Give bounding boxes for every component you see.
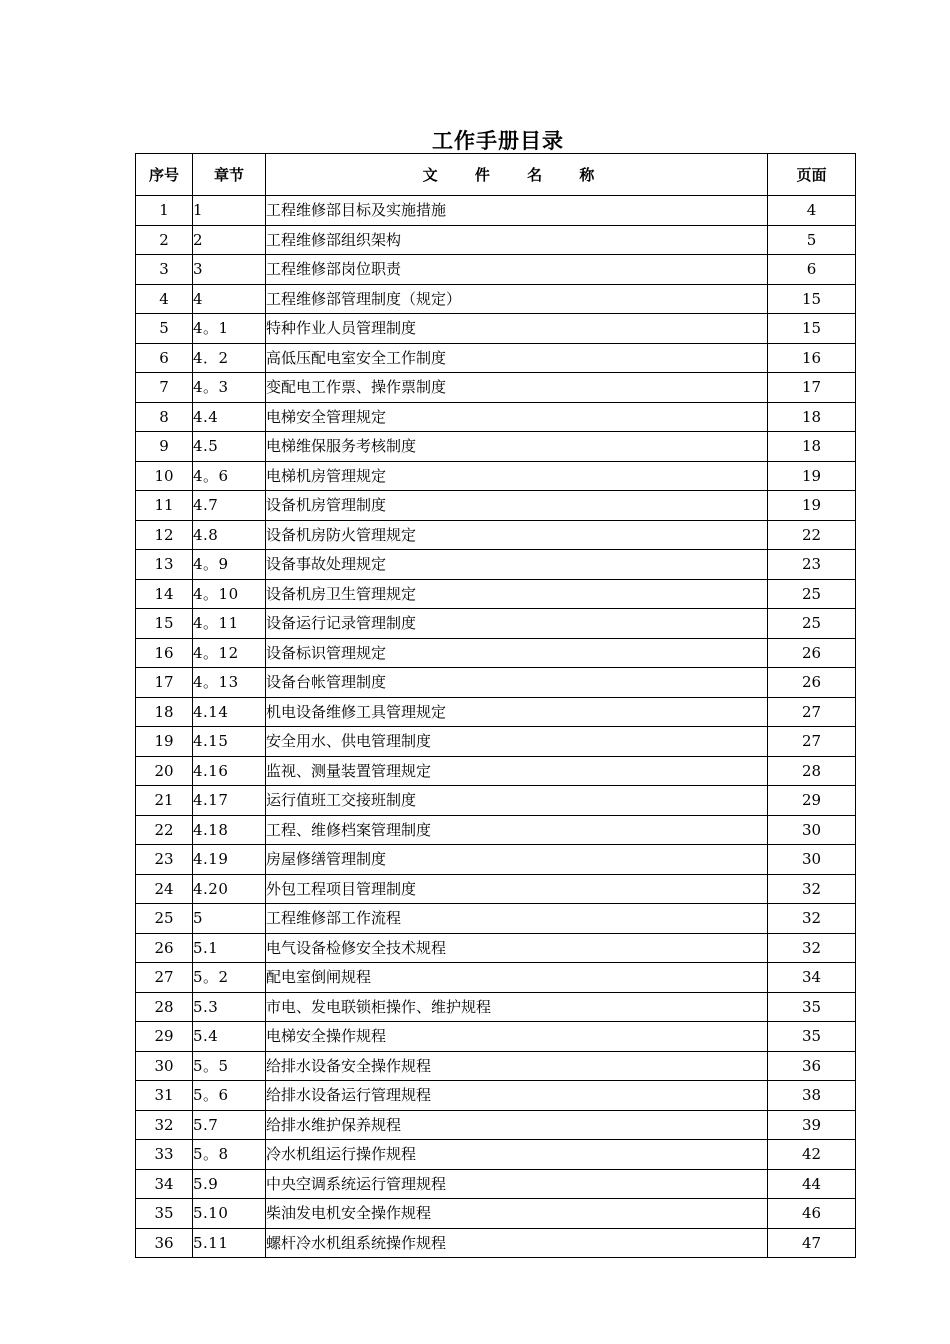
row-document-name: 电气设备检修安全技术规程 [266,933,768,963]
row-document-name: 设备机房防火管理规定 [266,520,768,550]
row-document-name: 工程维修部管理制度（规定） [266,284,768,314]
header-chapter: 章节 [193,154,266,196]
row-page-number: 17 [768,373,856,403]
row-document-name: 房屋修缮管理制度 [266,845,768,875]
row-page-number: 32 [768,933,856,963]
row-number: 23 [136,845,193,875]
row-chapter: 4 [193,284,266,314]
row-chapter: 5.4 [193,1022,266,1052]
row-chapter: 4.17 [193,786,266,816]
row-document-name: 外包工程项目管理制度 [266,874,768,904]
row-number: 24 [136,874,193,904]
table-row [136,1051,856,1081]
row-chapter: 4.8 [193,520,266,550]
row-page-number: 22 [768,520,856,550]
row-chapter: 4。11 [193,609,266,639]
row-page-number: 16 [768,343,856,373]
table-row [136,255,856,285]
table-row [136,520,856,550]
row-document-name: 设备台帐管理制度 [266,668,768,698]
row-number: 5 [136,314,193,344]
row-document-name: 配电室倒闸规程 [266,963,768,993]
table-row [136,697,856,727]
table-row [136,402,856,432]
table-row [136,225,856,255]
row-number: 31 [136,1081,193,1111]
row-chapter: 5。2 [193,963,266,993]
table-row [136,284,856,314]
row-chapter: 4.7 [193,491,266,521]
row-chapter: 4。12 [193,638,266,668]
row-page-number: 36 [768,1051,856,1081]
row-page-number: 4 [768,196,856,226]
row-page-number: 30 [768,815,856,845]
table-row [136,196,856,226]
row-chapter: 4。6 [193,461,266,491]
row-page-number: 25 [768,579,856,609]
row-document-name: 冷水机组运行操作规程 [266,1140,768,1170]
row-document-name: 给排水维护保养规程 [266,1110,768,1140]
row-document-name: 特种作业人员管理制度 [266,314,768,344]
table-row [136,1199,856,1229]
row-number: 32 [136,1110,193,1140]
row-page-number: 27 [768,727,856,757]
row-page-number: 19 [768,461,856,491]
row-page-number: 32 [768,874,856,904]
row-document-name: 电梯维保服务考核制度 [266,432,768,462]
row-page-number: 26 [768,638,856,668]
row-number: 36 [136,1228,193,1258]
table-row [136,727,856,757]
row-chapter: 5。6 [193,1081,266,1111]
row-page-number: 19 [768,491,856,521]
row-number: 35 [136,1199,193,1229]
table-row [136,815,856,845]
row-page-number: 46 [768,1199,856,1229]
row-number: 7 [136,373,193,403]
row-page-number: 32 [768,904,856,934]
row-document-name: 设备机房卫生管理规定 [266,579,768,609]
row-document-name: 设备事故处理规定 [266,550,768,580]
row-number: 15 [136,609,193,639]
row-number: 12 [136,520,193,550]
row-page-number: 23 [768,550,856,580]
header-no: 序号 [136,154,193,196]
row-number: 3 [136,255,193,285]
row-chapter: 4.4 [193,402,266,432]
row-document-name: 高低压配电室安全工作制度 [266,343,768,373]
row-number: 25 [136,904,193,934]
row-chapter: 4.16 [193,756,266,786]
row-number: 11 [136,491,193,521]
table-row [136,845,856,875]
table-row [136,550,856,580]
row-chapter: 4.5 [193,432,266,462]
row-document-name: 安全用水、供电管理制度 [266,727,768,757]
row-chapter: 4.14 [193,697,266,727]
table-row [136,609,856,639]
row-page-number: 39 [768,1110,856,1140]
row-number: 21 [136,786,193,816]
toc-header-row [136,154,856,196]
row-chapter: 5.7 [193,1110,266,1140]
row-page-number: 15 [768,314,856,344]
page-title: 工作手册目录 [432,129,564,153]
row-chapter: 4．2 [193,343,266,373]
row-chapter: 4.15 [193,727,266,757]
row-chapter: 5。8 [193,1140,266,1170]
row-page-number: 38 [768,1081,856,1111]
row-document-name: 设备运行记录管理制度 [266,609,768,639]
row-number: 4 [136,284,193,314]
row-document-name: 给排水设备运行管理规程 [266,1081,768,1111]
row-page-number: 6 [768,255,856,285]
row-page-number: 26 [768,668,856,698]
row-number: 2 [136,225,193,255]
table-row [136,1140,856,1170]
header-page: 页面 [768,154,856,196]
row-page-number: 27 [768,697,856,727]
row-page-number: 5 [768,225,856,255]
row-document-name: 电梯机房管理规定 [266,461,768,491]
table-row [136,373,856,403]
table-row [136,432,856,462]
row-number: 8 [136,402,193,432]
row-document-name: 电梯安全管理规定 [266,402,768,432]
row-number: 6 [136,343,193,373]
row-number: 1 [136,196,193,226]
row-page-number: 25 [768,609,856,639]
table-row [136,786,856,816]
table-row [136,1022,856,1052]
table-row [136,904,856,934]
table-row [136,1228,856,1258]
table-row [136,461,856,491]
row-page-number: 29 [768,786,856,816]
row-number: 10 [136,461,193,491]
row-number: 28 [136,992,193,1022]
row-chapter: 5.10 [193,1199,266,1229]
row-chapter: 5.9 [193,1169,266,1199]
row-document-name: 给排水设备安全操作规程 [266,1051,768,1081]
row-chapter: 5.1 [193,933,266,963]
table-row [136,1110,856,1140]
row-page-number: 42 [768,1140,856,1170]
row-chapter: 1 [193,196,266,226]
table-row [136,491,856,521]
row-page-number: 34 [768,963,856,993]
table-row [136,874,856,904]
table-row [136,314,856,344]
row-document-name: 变配电工作票、操作票制度 [266,373,768,403]
row-document-name: 工程、维修档案管理制度 [266,815,768,845]
row-number: 30 [136,1051,193,1081]
row-page-number: 15 [768,284,856,314]
row-document-name: 工程维修部工作流程 [266,904,768,934]
row-chapter: 4。9 [193,550,266,580]
row-chapter: 5。5 [193,1051,266,1081]
table-row [136,668,856,698]
row-chapter: 2 [193,225,266,255]
row-number: 20 [136,756,193,786]
table-row [136,992,856,1022]
row-document-name: 工程维修部目标及实施措施 [266,196,768,226]
row-document-name: 工程维修部岗位职责 [266,255,768,285]
row-number: 9 [136,432,193,462]
row-number: 29 [136,1022,193,1052]
row-page-number: 47 [768,1228,856,1258]
row-chapter: 4.20 [193,874,266,904]
row-number: 17 [136,668,193,698]
row-document-name: 监视、测量装置管理规定 [266,756,768,786]
row-number: 19 [136,727,193,757]
row-chapter: 4。10 [193,579,266,609]
row-chapter: 4.18 [193,815,266,845]
toc-table [135,153,856,1258]
row-chapter: 5 [193,904,266,934]
header-name: 文 件 名 称 [266,154,768,196]
row-document-name: 运行值班工交接班制度 [266,786,768,816]
row-page-number: 44 [768,1169,856,1199]
row-document-name: 工程维修部组织架构 [266,225,768,255]
row-chapter: 4。1 [193,314,266,344]
table-row [136,1169,856,1199]
row-number: 27 [136,963,193,993]
row-chapter: 4。13 [193,668,266,698]
table-row [136,933,856,963]
row-page-number: 18 [768,402,856,432]
row-chapter: 5.11 [193,1228,266,1258]
table-row [136,638,856,668]
row-number: 33 [136,1140,193,1170]
table-row [136,1081,856,1111]
row-number: 22 [136,815,193,845]
row-document-name: 市电、发电联锁柜操作、维护规程 [266,992,768,1022]
row-page-number: 30 [768,845,856,875]
row-document-name: 中央空调系统运行管理规程 [266,1169,768,1199]
row-document-name: 螺杆冷水机组系统操作规程 [266,1228,768,1258]
row-number: 14 [136,579,193,609]
row-chapter: 4.19 [193,845,266,875]
row-number: 16 [136,638,193,668]
row-page-number: 18 [768,432,856,462]
table-row [136,343,856,373]
row-document-name: 柴油发电机安全操作规程 [266,1199,768,1229]
row-document-name: 设备标识管理规定 [266,638,768,668]
row-document-name: 设备机房管理制度 [266,491,768,521]
row-page-number: 35 [768,992,856,1022]
table-row [136,756,856,786]
row-chapter: 4。3 [193,373,266,403]
table-row [136,963,856,993]
row-page-number: 35 [768,1022,856,1052]
row-page-number: 28 [768,756,856,786]
row-number: 18 [136,697,193,727]
row-number: 13 [136,550,193,580]
row-document-name: 机电设备维修工具管理规定 [266,697,768,727]
table-row [136,579,856,609]
row-chapter: 5.3 [193,992,266,1022]
row-number: 34 [136,1169,193,1199]
toc-body [136,196,856,1258]
row-document-name: 电梯安全操作规程 [266,1022,768,1052]
row-chapter: 3 [193,255,266,285]
row-number: 26 [136,933,193,963]
